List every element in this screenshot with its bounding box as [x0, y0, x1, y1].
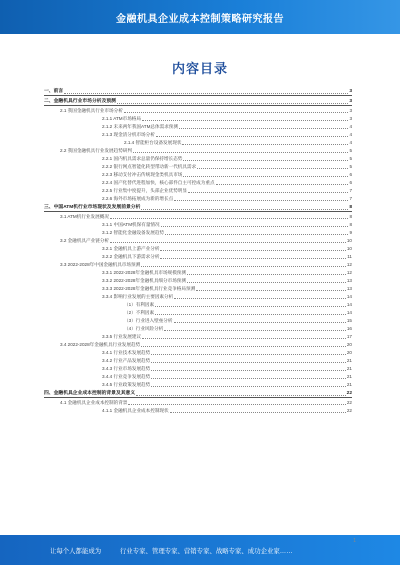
toc-entry[interactable]: [44, 228, 352, 236]
toc-dot-leader: [165, 234, 348, 235]
toc-entry-text: 2.2.5 行业集中度提升，头部企业优势明显: [102, 188, 187, 193]
toc-entry-page: 10: [346, 238, 352, 243]
toc-entry-page: 6: [349, 172, 352, 177]
toc-dot-leader: [164, 330, 346, 331]
toc-entry-page: 20: [346, 342, 352, 347]
toc-entry[interactable]: [44, 308, 352, 316]
toc-dot-leader: [64, 93, 348, 94]
toc-entry[interactable]: [44, 138, 352, 146]
toc-entry-text: 3.2.2 金融机具下游需求分析: [102, 254, 160, 259]
footer-tagline: 行业专家、管理专家、营销专家、战略专家、成功企业家……: [120, 548, 293, 555]
toc-entry-page: 13: [346, 286, 352, 291]
toc-entry[interactable]: [44, 178, 352, 186]
header-banner: [0, 0, 400, 34]
toc-dot-leader: [187, 282, 346, 283]
toc-entry-text: 2.2.3 移动支付冲击传统现金类机具市场: [102, 172, 183, 177]
toc-dot-leader: [187, 274, 346, 275]
toc-dot-leader: [142, 120, 348, 121]
toc-dot-leader: [174, 298, 346, 299]
toc-entry-page: 6: [349, 180, 352, 185]
toc-entry-page: 4: [349, 124, 352, 129]
toc-entry-page: 16: [346, 326, 352, 331]
toc-dot-leader: [216, 184, 349, 185]
toc-dot-leader: [133, 152, 348, 153]
toc-entry-text: （2）不利因素: [124, 310, 155, 315]
toc-entry-page: 7: [349, 188, 352, 193]
toc-entry-page: 22: [346, 408, 352, 413]
toc-entry-text: 3.3.4 影响行业发展的主要因素分析: [102, 294, 174, 299]
toc-entry-text: 2.2.6 海外市场拓展成为新的增长点: [102, 196, 174, 201]
toc-dot-leader: [170, 412, 346, 413]
toc-entry-text: 3.1.2 智能化金融设备发展趋势: [102, 230, 165, 235]
toc-entry-page: 13: [346, 278, 352, 283]
toc-entry-page: 8: [349, 214, 352, 219]
toc-dot-leader: [174, 322, 346, 323]
toc-dot-leader: [174, 200, 348, 201]
toc-entry[interactable]: [44, 292, 352, 300]
toc-entry[interactable]: [44, 284, 352, 292]
toc-entry-page: 8: [349, 222, 352, 227]
toc-dot-leader: [151, 370, 346, 371]
toc-dot-leader: [156, 136, 349, 137]
toc-entry-text: 2.2.2 银行网点智能化转型带动新一代机具需求: [102, 164, 197, 169]
toc-entry-text: 3.2 金融机具产业链分析: [60, 238, 110, 243]
toc-entry-text: （4）行业风险分析: [124, 326, 164, 331]
toc-entry-text: 3.4.3 行业市场发展趋势: [102, 366, 151, 371]
toc-entry-page: 8: [349, 205, 352, 210]
toc-entry[interactable]: [44, 202, 352, 212]
toc-entry[interactable]: [44, 122, 352, 130]
toc-entry-text: 3.4.4 行业竞争发展趋势: [102, 374, 151, 379]
toc-entry[interactable]: [44, 340, 352, 348]
toc-entry-page: 12: [346, 270, 352, 275]
toc-entry-text: 2.1.3 现金清分机市场分析: [102, 132, 155, 137]
toc-entry-page: 14: [346, 294, 352, 299]
toc-dot-leader: [155, 314, 346, 315]
toc-dot-leader: [128, 404, 345, 405]
toc-dot-leader: [117, 103, 348, 104]
toc-dot-leader: [151, 386, 346, 387]
toc-entry-text: 3.4 2022-2028年金融机具行业发展趋势: [60, 342, 141, 347]
toc-entry-page: 5: [349, 148, 352, 153]
toc-entry-text: 2.1.1 ATM市场格局: [102, 116, 141, 121]
toc-entry[interactable]: [44, 86, 352, 96]
toc-entry-page: 22: [346, 400, 352, 405]
toc-entry-text: 4.1.1 金融机具企业成本控制现状: [102, 408, 169, 413]
toc-entry-page: 3: [349, 108, 352, 113]
toc-dot-leader: [151, 354, 346, 355]
toc-dot-leader: [183, 176, 348, 177]
toc-entry-text: 2.2 我国金融机具行业发展趋势研判: [60, 148, 132, 153]
toc-entry-page: 21: [346, 374, 352, 379]
toc-entry-text: 3.3.5 行业发展建议: [102, 334, 142, 339]
toc-entry[interactable]: [44, 252, 352, 260]
toc-entry-text: 2.1 我国金融机具行业市场分析: [60, 108, 123, 113]
toc-entry-text: 二、金融机具行业市场分析及预测: [44, 99, 116, 104]
toc-entry-text: （1）有利因素: [124, 302, 155, 307]
toc-entry-text: 三、中国ATM机行业市场现状及发展前景分析: [44, 205, 141, 210]
toc-entry[interactable]: [44, 96, 352, 106]
table-of-contents: [44, 86, 352, 414]
toc-dot-leader: [188, 192, 348, 193]
toc-entry-page: 21: [346, 366, 352, 371]
toc-dot-leader: [196, 290, 346, 291]
toc-entry-page: 21: [346, 382, 352, 387]
toc-entry[interactable]: [44, 276, 352, 284]
toc-entry-text: 3.4.1 行业技术发展趋势: [102, 350, 151, 355]
toc-entry[interactable]: [44, 220, 352, 228]
toc-entry-text: 2.2.4 国产化替代进程加快，核心部件自主可控成为重点: [102, 180, 215, 185]
toc-entry-text: 3.3 2022-2028年中国金融机具市场预测: [60, 262, 141, 267]
toc-entry[interactable]: [44, 162, 352, 170]
toc-dot-leader: [160, 250, 345, 251]
report-title: 金融机具企业成本控制策略研究报告: [116, 14, 284, 25]
toc-entry-text: 四、金融机具企业成本控制的背景及其意义: [44, 391, 136, 396]
toc-entry[interactable]: [44, 146, 352, 154]
toc-entry-text: 3.2.1 金融机具上游产业分析: [102, 246, 160, 251]
toc-entry[interactable]: [44, 356, 352, 364]
toc-entry[interactable]: [44, 186, 352, 194]
toc-entry[interactable]: [44, 398, 352, 406]
toc-entry[interactable]: [44, 106, 352, 114]
toc-dot-leader: [151, 362, 346, 363]
toc-dot-leader: [142, 338, 346, 339]
toc-dot-leader: [155, 306, 346, 307]
toc-entry-text: 3.4.2 行业产品发展趋势: [102, 358, 151, 363]
toc-entry-page: 3: [349, 116, 352, 121]
toc-entry[interactable]: [44, 364, 352, 372]
toc-entry-page: 3: [349, 89, 352, 94]
toc-entry-text: 2.2.1 国内机具需求总量仍保持增长态势: [102, 156, 183, 161]
toc-entry[interactable]: [44, 114, 352, 122]
toc-dot-leader: [141, 266, 346, 267]
toc-entry-page: 20: [346, 350, 352, 355]
toc-dot-leader: [179, 128, 348, 129]
toc-entry[interactable]: [44, 194, 352, 202]
toc-dot-leader: [197, 168, 348, 169]
toc-entry[interactable]: [44, 406, 352, 414]
toc-heading: 内容目录: [171, 61, 228, 76]
toc-entry-page: 3: [349, 99, 352, 104]
toc-entry[interactable]: [44, 380, 352, 388]
toc-entry-text: 2.1.2 未来两年我国ATM总体需求预测: [102, 124, 178, 129]
toc-entry-page: 12: [346, 262, 352, 267]
toc-entry[interactable]: [44, 244, 352, 252]
toc-dot-leader: [151, 378, 346, 379]
toc-entry[interactable]: [44, 236, 352, 244]
toc-entry-text: 3.3.1 2022-2028年金融机具市场规模预测: [102, 270, 186, 275]
toc-dot-leader: [183, 160, 348, 161]
toc-entry-text: 3.3.2 2022-2028年金融机具细分市场预测: [102, 278, 186, 283]
toc-entry[interactable]: [44, 324, 352, 332]
toc-entry-page: 5: [349, 156, 352, 161]
toc-dot-leader: [182, 144, 348, 145]
toc-dot-leader: [124, 112, 349, 113]
toc-entry-page: 14: [346, 310, 352, 315]
toc-dot-leader: [161, 226, 349, 227]
toc-dot-leader: [141, 346, 346, 347]
toc-entry[interactable]: [44, 212, 352, 220]
toc-entry-page: 4: [349, 140, 352, 145]
toc-entry-text: 3.3.3 2022-2028年金融机具行业竞争格局预测: [102, 286, 196, 291]
toc-entry-page: 15: [346, 318, 352, 323]
toc-entry[interactable]: [44, 332, 352, 340]
toc-entry-text: 一、前言: [44, 89, 64, 94]
toc-entry[interactable]: [44, 260, 352, 268]
toc-dot-leader: [136, 395, 346, 396]
toc-entry-text: 3.1 ATM机行业发展概况: [60, 214, 109, 219]
toc-entry-text: 3.1.1 中国ATM机保有量情况: [102, 222, 160, 227]
toc-entry-page: 11: [347, 254, 352, 259]
toc-entry[interactable]: [44, 388, 352, 398]
toc-entry[interactable]: [44, 348, 352, 356]
toc-entry-text: 4.1 金融机具企业成本控制的背景: [60, 400, 128, 405]
toc-entry[interactable]: [44, 300, 352, 308]
toc-entry[interactable]: [44, 130, 352, 138]
toc-entry-page: 17: [346, 334, 352, 339]
toc-entry-page: 10: [346, 246, 352, 251]
toc-entry-page: 22: [346, 391, 352, 396]
toc-entry[interactable]: [44, 316, 352, 324]
toc-entry-text: 2.1.4 智能柜台设备发展现状: [124, 140, 182, 145]
footer-banner: [0, 535, 400, 565]
page-number: 1: [353, 538, 356, 544]
toc-entry[interactable]: [44, 154, 352, 162]
toc-entry-page: 14: [346, 302, 352, 307]
toc-entry-page: 9: [349, 230, 352, 235]
footer-slogan: 让每个人都能成为: [50, 548, 102, 555]
toc-entry-page: 21: [346, 358, 352, 363]
toc-entry-page: 5: [349, 164, 352, 169]
toc-dot-leader: [160, 258, 346, 259]
toc-entry-page: 7: [349, 196, 352, 201]
toc-dot-leader: [141, 209, 348, 210]
toc-dot-leader: [110, 218, 349, 219]
toc-entry[interactable]: [44, 170, 352, 178]
toc-entry-text: （3）行业进入壁垒分析: [124, 318, 173, 323]
toc-entry[interactable]: [44, 372, 352, 380]
toc-entry-page: 4: [349, 132, 352, 137]
toc-entry[interactable]: [44, 268, 352, 276]
toc-dot-leader: [110, 242, 346, 243]
toc-entry-text: 3.4.5 行业政策发展趋势: [102, 382, 151, 387]
